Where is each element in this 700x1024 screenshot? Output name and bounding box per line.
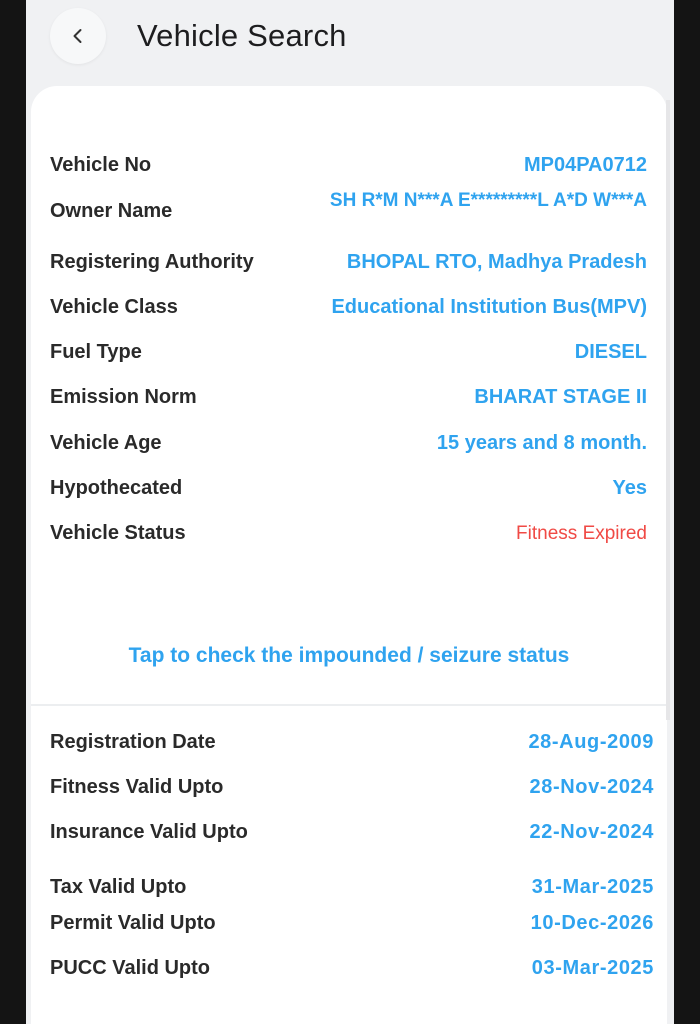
validity-row-tax <box>50 876 654 899</box>
vehicle-no-label: Vehicle No <box>50 154 152 176</box>
vehicle-age-value: 15 years and 8 month. <box>436 432 647 454</box>
registering-authority-value: BHOPAL RTO, Madhya Pradesh <box>346 251 647 273</box>
permit-valid-value: 10-Dec-2026 <box>530 912 654 934</box>
validity-row-pucc <box>50 957 654 980</box>
tax-valid-value: 31-Mar-2025 <box>531 876 654 898</box>
vehicle-status-value: Fitness Expired <box>516 522 647 544</box>
emission-norm-label: Emission Norm <box>50 386 197 408</box>
fuel-type-value: DIESEL <box>574 341 647 363</box>
fuel-type-label: Fuel Type <box>50 341 142 363</box>
vehicle-class-value: Educational Institution Bus(MPV) <box>331 296 647 318</box>
chevron-left-icon <box>69 27 87 45</box>
pucc-valid-label: PUCC Valid Upto <box>50 957 211 979</box>
permit-valid-label: Permit Valid Upto <box>50 912 216 934</box>
back-button[interactable] <box>50 8 106 64</box>
registration-date-value: 28-Aug-2009 <box>528 731 654 753</box>
registration-date-label: Registration Date <box>50 731 216 753</box>
section-divider <box>31 704 667 706</box>
vehicle-details-card <box>31 86 667 1024</box>
detail-row-hypothecated <box>50 477 647 500</box>
detail-row-vehicle-no <box>50 154 647 177</box>
page-title: Vehicle Search <box>137 18 347 53</box>
fitness-valid-value: 28-Nov-2024 <box>529 776 654 798</box>
owner-name-label: Owner Name <box>50 200 173 222</box>
insurance-valid-label: Insurance Valid Upto <box>50 821 248 843</box>
insurance-valid-value: 22-Nov-2024 <box>529 821 654 843</box>
detail-row-emission-norm <box>50 386 647 409</box>
detail-row-vehicle-status <box>50 522 647 545</box>
owner-name-value: SH R*M N***A E*********L A*D W***A <box>329 190 647 211</box>
tax-valid-label: Tax Valid Upto <box>50 876 187 898</box>
fitness-valid-label: Fitness Valid Upto <box>50 776 224 798</box>
scrollbar-track <box>666 100 670 720</box>
header-bar <box>26 0 674 80</box>
hypothecated-value: Yes <box>612 477 647 499</box>
validity-row-insurance <box>50 821 654 844</box>
vehicle-class-label: Vehicle Class <box>50 296 178 318</box>
detail-row-fuel-type <box>50 341 647 364</box>
validity-row-permit <box>50 912 654 935</box>
vehicle-age-label: Vehicle Age <box>50 432 162 454</box>
detail-row-owner-name <box>50 188 647 223</box>
vehicle-status-label: Vehicle Status <box>50 522 186 544</box>
pucc-valid-value: 03-Mar-2025 <box>531 957 654 979</box>
detail-row-registering-authority <box>50 251 647 274</box>
hypothecated-label: Hypothecated <box>50 477 183 499</box>
emission-norm-value: BHARAT STAGE II <box>474 386 647 408</box>
validity-row-fitness <box>50 776 654 799</box>
detail-row-vehicle-class <box>50 296 647 319</box>
detail-row-vehicle-age <box>50 432 647 455</box>
validity-row-registration-date <box>50 731 654 754</box>
registering-authority-label: Registering Authority <box>50 251 254 273</box>
impound-status-link[interactable]: Tap to check the impounded / seizure status <box>128 644 570 667</box>
vehicle-no-value: MP04PA0712 <box>523 154 647 176</box>
app-screen <box>26 0 674 1024</box>
